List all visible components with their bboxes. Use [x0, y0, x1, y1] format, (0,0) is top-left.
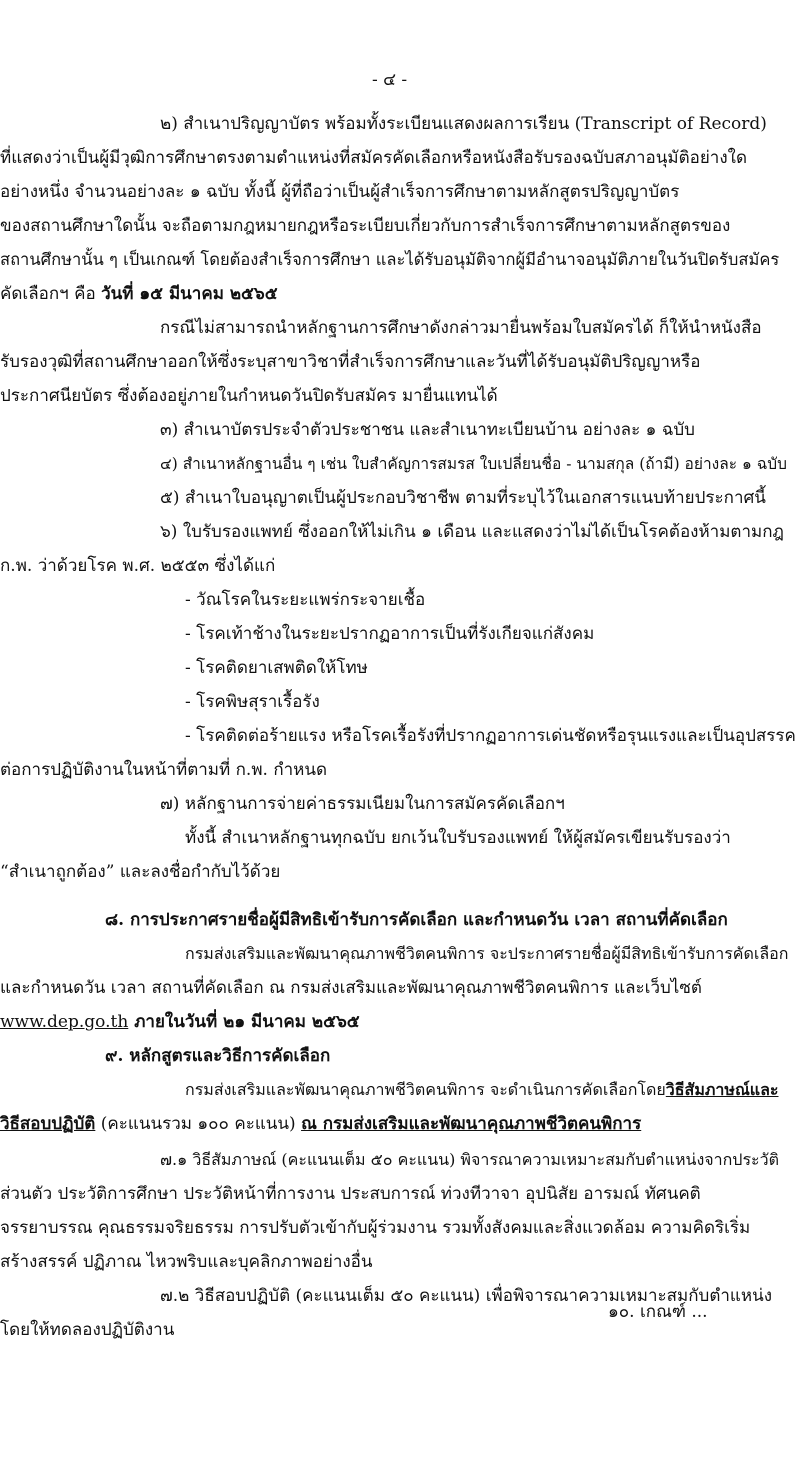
section-9-heading: ๙. หลักสูตรและวิธีการคัดเลือก	[105, 1046, 331, 1066]
text-line: ประกาศนียบัตร ซึ่งต้องอยู่ภายในกำหนดวันปิดรับสมัคร มายื่นแทนได้	[0, 386, 498, 406]
text-line: - โรคติดยาเสพติดให้โทษ	[185, 658, 368, 678]
section-9-text-line: จรรยาบรรณ คุณธรรมจริยธรรม การปรับตัวเข้ากับผู้ร่วมงาน รวมทั้งสังคมและสิ่งแวดล้อม ความคิดริเริ่ม	[0, 1218, 751, 1238]
section-9-text-line: ส่วนตัว ประวัติการศึกษา ประวัติหน้าที่การงาน ประสบการณ์ ท่วงทีวาจา อุปนิสัย อารมณ์ ทัศนคติ	[0, 1184, 701, 1204]
selection-venue: ณ กรมส่งเสริมและพัฒนาคุณภาพชีวิตคนพิการ	[301, 1114, 642, 1134]
next-page-indicator: ๑๐. เกณฑ์ ...	[608, 1302, 708, 1322]
total-score: (คะแนนรวม ๑๐๐ คะแนน)	[95, 1114, 302, 1134]
graduation-date: วันที่ ๑๕ มีนาคม ๒๕๖๕	[101, 284, 278, 304]
text-line: สถานศึกษานั้น ๆ เป็นเกณฑ์ โดยต้องสำเร็จการศึกษา และได้รับอนุมัติจากผู้มีอำนาจอนุมัติภายในวันปิดรับสมัคร	[0, 250, 780, 269]
graduation-date-prefix: คัดเลือกฯ คือ	[0, 284, 102, 304]
text-line: รับรองวุฒิที่สถานศึกษาออกให้ซึ่งระบุสาขาวิชาที่สำเร็จการศึกษาและวันที่ได้รับอนุมัติปริญญาหรือ	[0, 352, 701, 372]
section-9-text-line: สร้างสรรค์ ปฏิภาณ ไหวพริบและบุคลิกภาพอย่างอื่น	[0, 1252, 373, 1272]
text-line: ก.พ. ว่าด้วยโรค พ.ศ. ๒๕๕๓ ซึ่งได้แก่	[0, 556, 276, 576]
text-line: - วัณโรคในระยะแพร่กระจายเชื้อ	[185, 590, 426, 610]
section-8-line-3	[0, 1010, 360, 1034]
section-8-heading: ๘. การประกาศรายชื่อผู้มีสิทธิเข้ารับการคัดเลือก และกำหนดวัน เวลา สถานที่คัดเลือก	[105, 910, 728, 930]
section-9-line-2	[0, 1112, 641, 1136]
text-line: ทั้งนี้ สำเนาหลักฐานทุกฉบับ ยกเว้นใบรับรองแพทย์ ให้ผู้สมัครเขียนรับรองว่า	[185, 828, 731, 848]
text-line: ๓) สำเนาบัตรประจำตัวประชาชน และสำเนาทะเบียนบ้าน อย่างละ ๑ ฉบับ	[160, 420, 695, 440]
text-line: - โรคพิษสุราเรื้อรัง	[185, 692, 320, 712]
section-9-text-line: ๗.๑ วิธีสัมภาษณ์ (คะแนนเต็ม ๕๐ คะแนน) พิจารณาความเหมาะสมกับตำแหน่งจากประวัติ	[160, 1150, 780, 1169]
text-line: - โรคเท้าช้างในระยะปรากฏอาการเป็นที่รังเกียจแก่สังคม	[185, 624, 595, 644]
text-line: ต่อการปฏิบัติงานในหน้าที่ตามที่ ก.พ. กำหนด	[0, 760, 328, 780]
text-line: ที่แสดงว่าเป็นผู้มีวุฒิการศึกษาตรงตามตำแหน่งที่สมัครคัดเลือกหรือหนังสือรับรองฉบับสภาอนุมัติอย่างใด	[0, 148, 747, 168]
text-line: ๕) สำเนาใบอนุญาตเป็นผู้ประกอบวิชาชีพ ตามที่ระบุไว้ในเอกสารแนบท้ายประกาศนี้	[160, 488, 766, 508]
website-link[interactable]: www.dep.go.th	[0, 1012, 129, 1032]
text-line: ของสถานศึกษาใดนั้น จะถือตามกฎหมายกฎหรือระเบียบเกี่ยวกับการสำเร็จการศึกษาตามหลักสูตรของ	[0, 216, 731, 236]
text-line: ๖) ใบรับรองแพทย์ ซึ่งออกให้ไม่เกิน ๑ เดือน และแสดงว่าไม่ได้เป็นโรคต้องห้ามตามกฎ	[160, 522, 784, 542]
text-line: ๔) สำเนาหลักฐานอื่น ๆ เช่น ใบสำคัญการสมรส ใบเปลี่ยนชื่อ - นามสกุล (ถ้ามี) อย่างละ ๑ ฉบับ	[160, 455, 787, 473]
section-9-text-line: โดยให้ทดลองปฏิบัติงาน	[0, 1320, 175, 1340]
section-9-text-line: ๗.๒ วิธีสอบปฏิบัติ (คะแนนเต็ม ๕๐ คะแนน) เพื่อพิจารณาความเหมาะสมกับตำแหน่ง	[160, 1286, 773, 1306]
text-line: กรณีไม่สามารถนำหลักฐานการศึกษาดังกล่าวมายื่นพร้อมใบสมัครได้ ก็ให้นำหนังสือ	[160, 318, 762, 338]
page-number: - ๔ -	[372, 70, 408, 90]
announcement-date: ภายในวันที่ ๒๑ มีนาคม ๒๕๖๕	[128, 1012, 360, 1032]
interview-method: วิธีสัมภาษณ์และ	[665, 1080, 779, 1099]
text-line: - โรคติดต่อร้ายแรง หรือโรคเรื้อรังที่ปรากฏอาการเด่นชัดหรือรุนแรงและเป็นอุปสรรค	[185, 726, 796, 746]
graduation-date-line	[0, 282, 278, 306]
practical-method: วิธีสอบปฏิบัติ	[0, 1114, 96, 1134]
text-line: ๒) สำเนาปริญญาบัตร พร้อมทั้งระเบียนแสดงผลการเรียน (Transcript of Record)	[160, 114, 767, 134]
text-line: “สำเนาถูกต้อง” และลงชื่อกำกับไว้ด้วย	[0, 862, 281, 882]
section-9-line-1	[185, 1078, 779, 1102]
text-line: อย่างหนึ่ง จำนวนอย่างละ ๑ ฉบับ ทั้งนี้ ผู้ที่ถือว่าเป็นผู้สำเร็จการศึกษาตามหลักสูตรปริญญาบัตร	[0, 182, 680, 202]
section-8-line-1: กรมส่งเสริมและพัฒนาคุณภาพชีวิตคนพิการ จะประกาศรายชื่อผู้มีสิทธิเข้ารับการคัดเลือก	[185, 944, 789, 963]
section-8-line-2: และกำหนดวัน เวลา สถานที่คัดเลือก ณ กรมส่งเสริมและพัฒนาคุณภาพชีวิตคนพิการ และเว็บไซต์	[0, 978, 702, 998]
section-9-line-1-prefix: กรมส่งเสริมและพัฒนาคุณภาพชีวิตคนพิการ จะดำเนินการคัดเลือกโดย	[185, 1080, 666, 1099]
text-line: ๗) หลักฐานการจ่ายค่าธรรมเนียมในการสมัครคัดเลือกฯ	[160, 794, 565, 814]
